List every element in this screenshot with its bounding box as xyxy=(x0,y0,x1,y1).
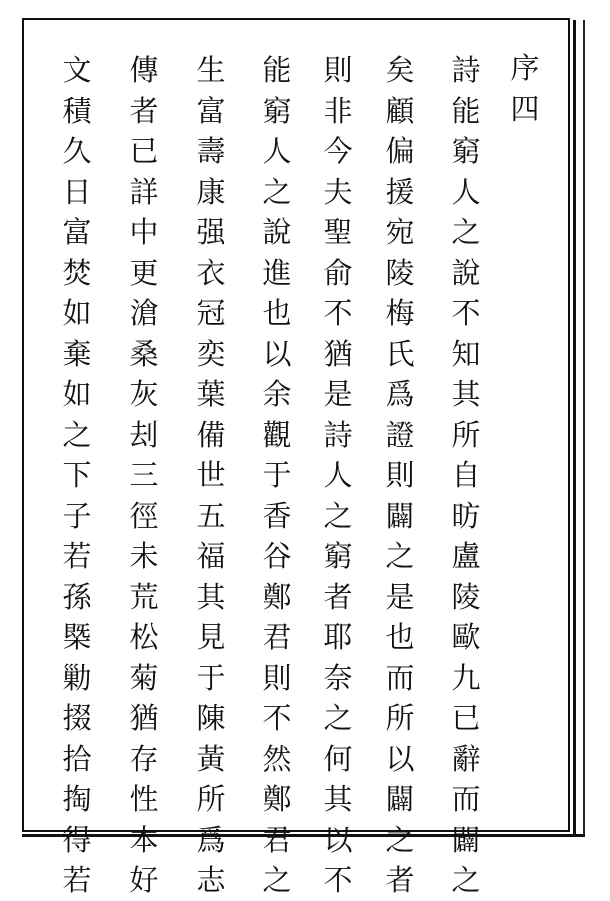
character: 鄭 xyxy=(262,782,292,816)
character: 不 xyxy=(451,296,481,330)
character: 所 xyxy=(196,782,226,816)
character: 鄭 xyxy=(262,579,292,614)
character: 之 xyxy=(385,539,415,573)
character: 辭 xyxy=(451,741,481,776)
character: 者 xyxy=(129,93,159,128)
character: 黃 xyxy=(196,741,226,776)
character: 之 xyxy=(262,863,292,897)
character: 中 xyxy=(129,215,159,249)
character: 闢 xyxy=(385,498,415,533)
character: 桑 xyxy=(129,336,159,371)
character: 更 xyxy=(129,255,159,290)
character: 松 xyxy=(129,620,159,654)
character: 盧 xyxy=(451,539,481,573)
character: 若 xyxy=(62,539,92,573)
character: 聖 xyxy=(323,215,353,249)
character: 葉 xyxy=(196,377,226,411)
character: 壽 xyxy=(196,134,226,168)
character: 衣 xyxy=(196,255,226,290)
character: 滄 xyxy=(129,296,159,330)
character: 冠 xyxy=(196,296,226,330)
character: 灰 xyxy=(129,377,159,411)
character: 日 xyxy=(62,174,92,209)
character: 久 xyxy=(62,134,92,168)
character: 性 xyxy=(129,782,159,816)
character: 而 xyxy=(451,782,481,816)
character: 見 xyxy=(196,620,226,654)
character: 四 xyxy=(510,91,540,126)
page-border-right-edge xyxy=(573,20,585,836)
character: 不 xyxy=(262,701,292,735)
character: 然 xyxy=(262,741,292,776)
character: 已 xyxy=(451,701,481,735)
character: 焚 xyxy=(62,255,92,290)
character: 說 xyxy=(262,215,292,249)
character: 之 xyxy=(323,498,353,533)
character: 文 xyxy=(62,53,92,87)
character: 其 xyxy=(196,579,226,614)
character: 窮 xyxy=(451,134,481,168)
character: 援 xyxy=(385,174,415,209)
character: 康 xyxy=(196,174,226,209)
character: 觀 xyxy=(262,417,292,452)
character: 不 xyxy=(323,296,353,330)
character: 三 xyxy=(129,458,159,492)
character: 詩 xyxy=(451,53,481,87)
character: 福 xyxy=(196,539,226,573)
character: 若 xyxy=(62,863,92,897)
character: 闢 xyxy=(385,782,415,816)
character: 積 xyxy=(62,93,92,128)
character: 俞 xyxy=(323,255,353,290)
character: 已 xyxy=(129,134,159,168)
character: 子 xyxy=(62,498,92,533)
character: 余 xyxy=(262,377,292,411)
character: 世 xyxy=(196,458,226,492)
character: 證 xyxy=(385,417,415,452)
character: 氏 xyxy=(385,336,415,371)
character: 能 xyxy=(451,93,481,128)
character: 之 xyxy=(323,701,353,735)
character: 强 xyxy=(196,215,226,249)
character: 奕 xyxy=(196,336,226,371)
character: 下 xyxy=(62,458,92,492)
character: 陳 xyxy=(196,701,226,735)
character: 于 xyxy=(262,458,292,492)
character: 也 xyxy=(262,296,292,330)
character: 陵 xyxy=(451,579,481,614)
character: 則 xyxy=(323,53,353,87)
character: 拾 xyxy=(62,741,92,776)
character: 勦 xyxy=(62,660,92,695)
character: 梅 xyxy=(385,296,415,330)
character: 如 xyxy=(62,296,92,330)
character: 其 xyxy=(323,782,353,816)
character: 之 xyxy=(451,215,481,249)
character: 非 xyxy=(323,93,353,128)
text-column-7 xyxy=(57,50,97,901)
character: 掇 xyxy=(62,701,92,735)
character: 好 xyxy=(129,863,159,897)
character: 槩 xyxy=(62,620,92,654)
character: 之 xyxy=(451,863,481,897)
character: 昉 xyxy=(451,498,481,533)
character: 孫 xyxy=(62,579,92,614)
character: 生 xyxy=(196,53,226,87)
character: 九 xyxy=(451,660,481,695)
text-column-4 xyxy=(257,50,297,901)
character: 也 xyxy=(385,620,415,654)
character: 所 xyxy=(385,701,415,735)
text-column-2 xyxy=(380,50,420,901)
character: 則 xyxy=(385,458,415,492)
character: 菊 xyxy=(129,660,159,695)
character: 奈 xyxy=(323,660,353,695)
character: 進 xyxy=(262,255,292,290)
character: 富 xyxy=(62,215,92,249)
character: 谷 xyxy=(262,539,292,573)
character: 之 xyxy=(385,822,415,857)
character: 窮 xyxy=(262,93,292,128)
character: 刦 xyxy=(129,417,159,452)
character: 荒 xyxy=(129,579,159,614)
character: 窮 xyxy=(323,539,353,573)
character: 能 xyxy=(262,53,292,87)
character: 知 xyxy=(451,336,481,371)
character: 者 xyxy=(385,863,415,897)
character: 詳 xyxy=(129,174,159,209)
character: 之 xyxy=(62,417,92,452)
character: 君 xyxy=(262,620,292,654)
character: 棄 xyxy=(62,336,92,371)
character: 歐 xyxy=(451,620,481,654)
character: 則 xyxy=(262,660,292,695)
character: 顧 xyxy=(385,93,415,128)
character: 何 xyxy=(323,741,353,776)
character: 人 xyxy=(323,458,353,492)
character: 所 xyxy=(451,417,481,452)
character: 志 xyxy=(196,863,226,897)
character: 者 xyxy=(323,579,353,614)
character: 今 xyxy=(323,134,353,168)
character: 香 xyxy=(262,498,292,533)
character: 陵 xyxy=(385,255,415,290)
character: 之 xyxy=(262,174,292,209)
text-column-5 xyxy=(191,50,231,901)
page-label-column xyxy=(505,48,545,129)
character: 于 xyxy=(196,660,226,695)
character: 闢 xyxy=(451,822,481,857)
character: 掏 xyxy=(62,782,92,816)
character: 偏 xyxy=(385,134,415,168)
character: 得 xyxy=(62,822,92,857)
character: 傳 xyxy=(129,53,159,87)
character: 說 xyxy=(451,255,481,290)
character: 人 xyxy=(262,134,292,168)
text-column-1 xyxy=(446,50,486,901)
character: 其 xyxy=(451,377,481,411)
character: 爲 xyxy=(385,377,415,411)
character: 耶 xyxy=(323,620,353,654)
character: 本 xyxy=(129,822,159,857)
character: 宛 xyxy=(385,215,415,249)
page-border-bottom-edge xyxy=(22,834,585,837)
character: 備 xyxy=(196,417,226,452)
character: 序 xyxy=(510,51,540,85)
character: 存 xyxy=(129,741,159,776)
character: 矣 xyxy=(385,53,415,87)
character: 以 xyxy=(385,741,415,776)
character: 自 xyxy=(451,458,481,492)
character: 猶 xyxy=(129,701,159,735)
character: 不 xyxy=(323,863,353,897)
character: 富 xyxy=(196,93,226,128)
character: 夫 xyxy=(323,174,353,209)
character: 以 xyxy=(262,336,292,371)
character: 君 xyxy=(262,822,292,857)
character: 猶 xyxy=(323,336,353,371)
text-column-6 xyxy=(124,50,164,901)
character: 詩 xyxy=(323,417,353,452)
character: 而 xyxy=(385,660,415,695)
character: 五 xyxy=(196,498,226,533)
character: 未 xyxy=(129,539,159,573)
character: 是 xyxy=(385,579,415,614)
character: 是 xyxy=(323,377,353,411)
character: 徑 xyxy=(129,498,159,533)
character: 爲 xyxy=(196,822,226,857)
text-column-3 xyxy=(318,50,358,901)
character: 以 xyxy=(323,822,353,857)
character: 人 xyxy=(451,174,481,209)
character: 如 xyxy=(62,377,92,411)
